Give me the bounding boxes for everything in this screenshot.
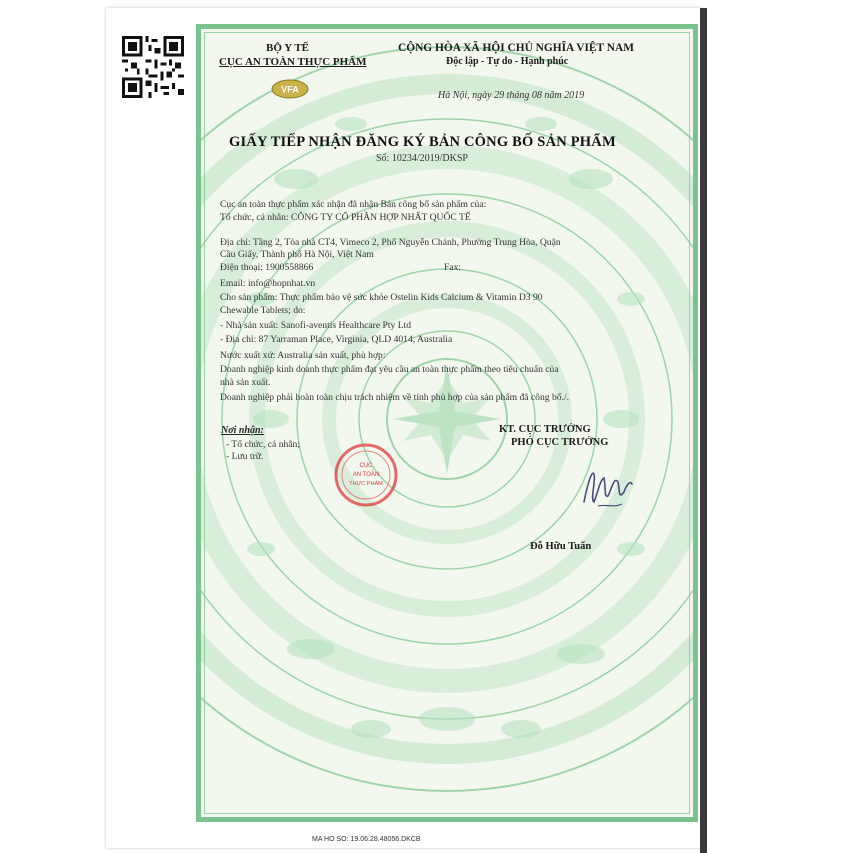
handwritten-signature	[578, 462, 636, 514]
recipient-item-2: - Lưu trữ.	[226, 451, 264, 462]
body-line-8: Chewable Tablets; do:	[220, 305, 306, 316]
recipients-label: Nơi nhận:	[221, 425, 264, 436]
signer-role-2: PHÓ CỤC TRƯỞNG	[511, 437, 609, 448]
body-phone: Điện thoại: 1900558866	[220, 262, 314, 273]
body-line-13: nhà sản xuất.	[220, 377, 271, 388]
qr-code	[122, 36, 184, 98]
stamp-text-1: CỤC	[359, 463, 373, 469]
body-line-4: Cầu Giấy, Thành phố Hà Nội, Việt Nam	[220, 249, 374, 260]
body-line-11: Nước xuất xứ: Australia sản xuất, phù hợp:	[220, 350, 386, 361]
agency-name: CỤC AN TOÀN THỰC PHẨM	[219, 56, 367, 68]
ministry-name: BỘ Y TẾ	[266, 42, 309, 54]
vfa-logo-text: VFA	[281, 84, 299, 95]
document-title: GIẤY TIẾP NHẬN ĐĂNG KÝ BẢN CÔNG BỐ SẢN PHẨM	[229, 134, 616, 150]
body-line-7: Cho sản phẩm: Thực phẩm bảo vệ sức khỏe Ostelin Kids Calcium & Vitamin D3 90	[220, 292, 543, 303]
body-line-2: Tổ chức, cá nhân: CÔNG TY CỔ PHẦN HỢP NHẤT QUỐC TẾ	[220, 212, 471, 223]
stamp-text-2: AN TOÀN	[352, 472, 380, 478]
body-line-9: - Nhà sản xuất: Sanofi-aventis Healthcare Pty Ltd	[220, 320, 412, 331]
body-line-3: Địa chỉ: Tầng 2, Tòa nhà CT4, Vimeco 2, Phố Nguyễn Chánh, Phường Trung Hòa, Quận	[220, 237, 561, 248]
official-stamp	[326, 438, 404, 512]
recipient-item-1: - Tổ chức, cá nhân;	[226, 439, 301, 450]
body-fax: Fax:	[444, 262, 462, 273]
place-date: Hà Nội, ngày 29 tháng 08 năm 2019	[438, 90, 585, 101]
body-email: Email: info@hopnhat.vn	[220, 278, 316, 289]
republic-title: CỘNG HÒA XÃ HỘI CHỦ NGHĨA VIỆT NAM	[398, 42, 634, 54]
body-line-1: Cục an toàn thực phẩm xác nhận đã nhận Bản công bố sản phẩm của:	[220, 199, 487, 210]
body-line-14: Doanh nghiệp phải hoàn toàn chịu trách nhiệm về tính phù hợp của sản phẩm đã công bố./.	[220, 392, 570, 403]
signer-name: Đỗ Hữu Tuấn	[530, 541, 592, 552]
vfa-logo-icon	[271, 79, 309, 99]
page-edge-bar	[700, 8, 707, 853]
national-motto: Độc lập - Tự do - Hạnh phúc	[446, 56, 569, 67]
body-line-10: - Địa chỉ: 87 Yarraman Place, Virginia, QLD 4014, Australia	[220, 334, 453, 345]
signer-role-1: KT. CỤC TRƯỞNG	[499, 424, 591, 435]
stamp-text-3: THỰC PHẨM	[349, 481, 383, 487]
body-line-12: Doanh nghiệp kinh doanh thực phẩm đạt yêu cầu an toàn thực phẩm theo tiêu chuẩn của	[220, 364, 559, 375]
dossier-code: MA HO SO: 19.06.28.48056.DKCB	[312, 836, 421, 843]
document-number: Số: 10234/2019/DKSP	[376, 153, 468, 164]
